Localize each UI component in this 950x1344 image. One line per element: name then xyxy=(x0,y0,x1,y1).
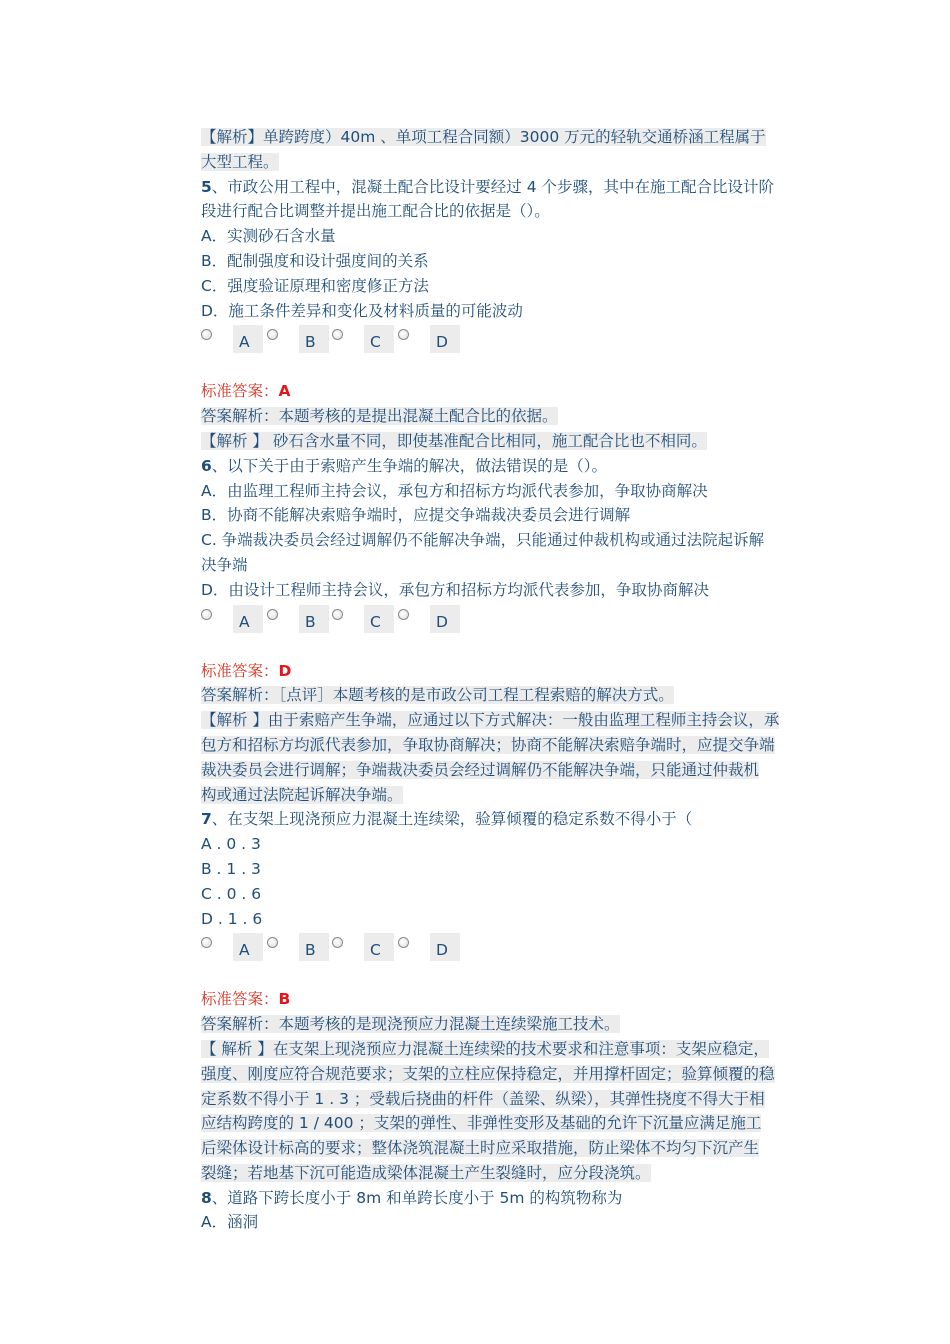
radio-button[interactable] xyxy=(267,609,278,620)
answer-choices xyxy=(201,325,811,359)
question-stem xyxy=(201,175,811,200)
explanation-text: 强度、刚度应符合规范要求；支架的立柱应保持稳定，并用撑杆固定；验算倾覆的稳 xyxy=(201,1064,775,1083)
choice-c[interactable] xyxy=(332,933,396,963)
option-line: C. 争端裁决委员会经过调解仍不能解决争端，只能通过仲裁机构或通过法院起诉解 xyxy=(201,531,765,550)
question-stem xyxy=(201,1186,811,1211)
question-number: 6 xyxy=(201,456,212,475)
option-line: B．配制强度和设计强度间的关系 xyxy=(201,251,429,270)
choice-label: D xyxy=(436,941,448,960)
answer-analysis xyxy=(201,683,811,708)
explanation-line xyxy=(201,783,811,808)
explanation-line xyxy=(201,1161,811,1186)
option-line: A . 0 . 3 xyxy=(201,835,261,854)
choice-label-box xyxy=(364,933,394,961)
explanation-line xyxy=(201,708,811,733)
explanation-text: 构或通过法院起诉解决争端。 xyxy=(201,785,403,804)
question-stem-text: 、以下关于由于索赔产生争端的解决，做法错误的是（）。 xyxy=(211,456,608,475)
radio-button[interactable] xyxy=(332,609,343,620)
choice-label-box xyxy=(299,933,329,961)
option-line: A．涵洞 xyxy=(201,1213,259,1232)
answer-value: A xyxy=(278,382,291,401)
radio-button[interactable] xyxy=(398,937,409,948)
choice-label-box xyxy=(430,605,460,633)
answer-value: D xyxy=(278,661,292,680)
choice-c[interactable] xyxy=(332,325,396,355)
explanation-text: 应结构跨度的 1 / 400 ；支架的弹性、非弹性变形及基础的允许下沉量应满足施工 xyxy=(201,1114,762,1133)
choice-d[interactable] xyxy=(398,933,462,963)
option-line: B . 1 . 3 xyxy=(201,859,261,878)
option-line: D．由设计工程师主持会议，承包方和招标方均派代表参加，争取协商解决 xyxy=(201,580,709,599)
choice-label: C xyxy=(370,612,381,631)
choice-label: A xyxy=(239,941,250,960)
option-line: D．施工条件差异和变化及材料质量的可能波动 xyxy=(201,301,523,320)
question-number: 5 xyxy=(201,177,212,196)
spacer xyxy=(201,645,811,659)
option-line: A．由监理工程师主持会议，承包方和招标方均派代表参加，争取协商解决 xyxy=(201,481,708,500)
explanation-text: 【解析 】 砂石含水量不同，即使基准配合比相同，施工配合比也不相同。 xyxy=(201,431,707,450)
choice-label: A xyxy=(239,612,250,631)
choice-label: A xyxy=(239,333,250,352)
exam-content xyxy=(201,125,811,1235)
choice-label-box xyxy=(299,325,329,353)
answer-label: 标准答案： xyxy=(201,661,279,680)
explanation-line xyxy=(201,125,811,150)
option-line: C．强度验证原理和密度修正方法 xyxy=(201,276,429,295)
explanation-text: 【解析 】由于索赔产生争端，应通过以下方式解决：一般由监理工程师主持会议，承 xyxy=(201,711,780,730)
question-stem xyxy=(201,807,811,832)
question-stem xyxy=(201,454,811,479)
analysis-text: 答案解析：本题考核的是提出混凝土配合比的依据。 xyxy=(201,407,558,426)
explanation-line xyxy=(201,758,811,783)
explanation-text: 裂缝；若地基下沉可能造成梁体混凝土产生裂缝时，应分段浇筑。 xyxy=(201,1163,651,1182)
choice-c[interactable] xyxy=(332,605,396,635)
answer-analysis xyxy=(201,1012,811,1037)
answer-analysis xyxy=(201,404,811,429)
question-stem-text: 、道路下跨长度小于 8m 和单跨长度小于 5m 的构筑物称为 xyxy=(211,1188,623,1207)
radio-button[interactable] xyxy=(267,937,278,948)
radio-button[interactable] xyxy=(332,329,343,340)
explanation-text: 后梁体设计标高的要求；整体浇筑混凝土时应采取措施，防止梁体不均匀下沉产生 xyxy=(201,1139,760,1158)
explanation-text: 裁决委员会进行调解；争端裁决委员会经过调解仍不能解决争端，只能通过仲裁机 xyxy=(201,760,760,779)
explanation-text: 定系数不得小于 1 . 3 ；受载后挠曲的杆件（盖梁、纵梁），其弹性挠度不得大于相 xyxy=(201,1089,765,1108)
standard-answer xyxy=(201,659,811,684)
radio-button[interactable] xyxy=(332,937,343,948)
question-stem-text: 段进行配合比调整并提出施工配合比的依据是（）。 xyxy=(201,202,550,221)
choice-label: C xyxy=(370,333,381,352)
explanation-line xyxy=(201,1087,811,1112)
radio-button[interactable] xyxy=(201,937,212,948)
choice-a[interactable] xyxy=(201,605,265,635)
answer-choices xyxy=(201,933,811,967)
radio-button[interactable] xyxy=(267,329,278,340)
radio-button[interactable] xyxy=(201,329,212,340)
option-line: A．实测砂石含水量 xyxy=(201,227,336,246)
question-stem-text: 、市政公用工程中，混凝土配合比设计要经过 4 个步骤，其中在施工配合比设计阶 xyxy=(211,177,775,196)
choice-d[interactable] xyxy=(398,325,462,355)
option-line: C . 0 . 6 xyxy=(201,884,262,903)
answer-label: 标准答案： xyxy=(201,382,279,401)
choice-label-box xyxy=(233,325,263,353)
choice-label: D xyxy=(436,333,448,352)
standard-answer xyxy=(201,987,811,1012)
question-stem xyxy=(201,199,811,224)
choice-label-box xyxy=(364,605,394,633)
choice-label: B xyxy=(305,333,316,352)
explanation-line xyxy=(201,150,811,175)
analysis-text: 答案解析：本题考核的是现浇预应力混凝土连续梁施工技术。 xyxy=(201,1015,620,1034)
explanation-line xyxy=(201,1136,811,1161)
option-line: 决争端 xyxy=(201,555,248,574)
choice-label-box xyxy=(233,605,263,633)
explanation-text: 【解析】单跨跨度）40m 、单项工程合同额）3000 万元的轻轨交通桥涵工程属于 xyxy=(201,128,766,146)
answer-label: 标准答案： xyxy=(201,990,279,1009)
answer-value: B xyxy=(278,990,291,1009)
explanation-text: 大型工程。 xyxy=(201,152,279,171)
explanation-line xyxy=(201,1062,811,1087)
choice-label: B xyxy=(305,941,316,960)
choice-label: D xyxy=(436,612,448,631)
explanation-line xyxy=(201,1111,811,1136)
choice-label-box xyxy=(233,933,263,961)
standard-answer xyxy=(201,379,811,404)
choice-label-box xyxy=(430,933,460,961)
choice-a[interactable] xyxy=(201,325,265,355)
radio-button[interactable] xyxy=(398,609,409,620)
radio-button[interactable] xyxy=(201,609,212,620)
question-stem-text: 、在支架上现浇预应力混凝土连续梁，验算倾覆的稳定系数不得小于（ xyxy=(211,810,693,829)
explanation-text: 【 解析 】在支架上现浇预应力混凝土连续梁的技术要求和注意事项：支架应稳定， xyxy=(201,1039,769,1058)
choice-d[interactable] xyxy=(398,605,462,635)
choice-label-box xyxy=(299,605,329,633)
choice-label-box xyxy=(364,325,394,353)
option-line: D . 1 . 6 xyxy=(201,909,263,928)
question-number: 8 xyxy=(201,1188,212,1207)
spacer xyxy=(201,365,811,379)
spacer xyxy=(201,973,811,987)
choice-b[interactable] xyxy=(267,605,331,635)
choice-b[interactable] xyxy=(267,933,331,963)
radio-button[interactable] xyxy=(398,329,409,340)
choice-label-box xyxy=(430,325,460,353)
choice-b[interactable] xyxy=(267,325,331,355)
question-number: 7 xyxy=(201,810,212,829)
choice-a[interactable] xyxy=(201,933,265,963)
analysis-text: 答案解析：［点评］本题考核的是市政公司工程工程索赔的解决方式。 xyxy=(201,686,674,705)
explanation-line xyxy=(201,1037,811,1062)
explanation-line xyxy=(201,429,811,454)
option-line: B．协商不能解决索赔争端时，应提交争端裁决委员会进行调解 xyxy=(201,506,631,525)
answer-choices xyxy=(201,605,811,639)
choice-label: B xyxy=(305,612,316,631)
explanation-text: 包方和招标方均派代表参加，争取协商解决；协商不能解决索赔争端时，应提交争端 xyxy=(201,735,775,754)
choice-label: C xyxy=(370,941,381,960)
explanation-line xyxy=(201,733,811,758)
